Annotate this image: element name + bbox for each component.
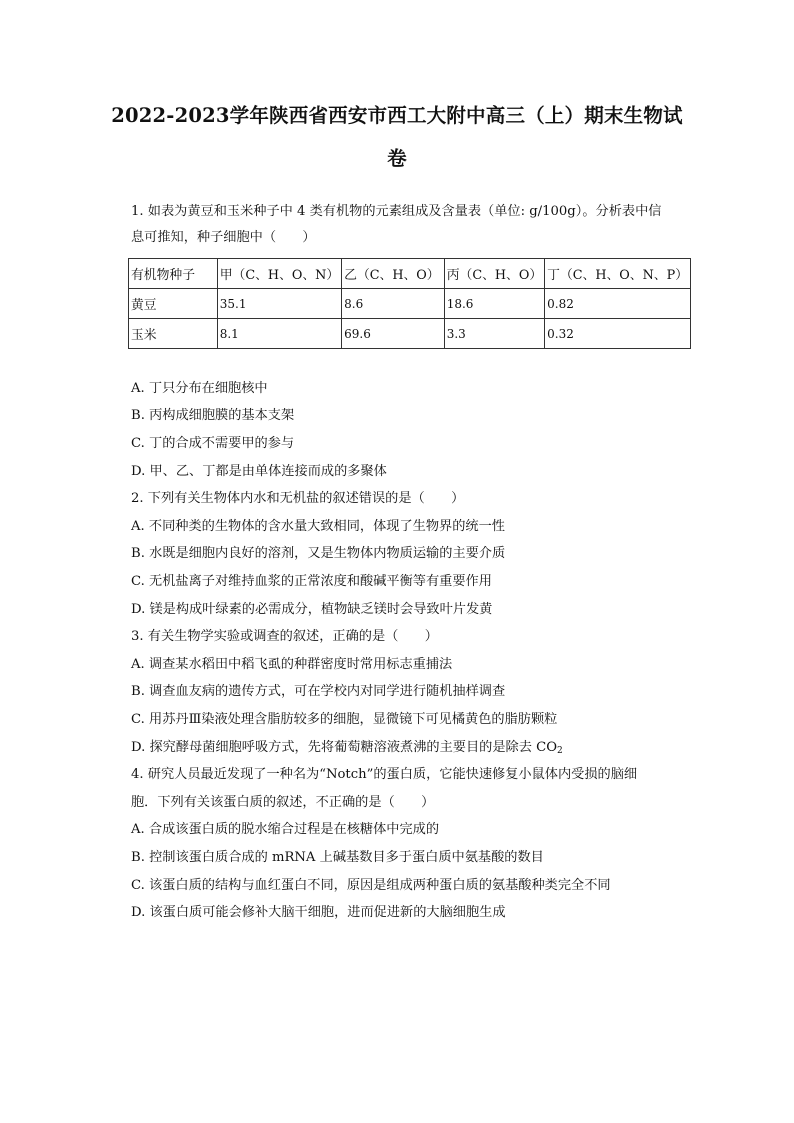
table-header-row — [129, 259, 691, 289]
table-cell: 8.6 — [342, 289, 445, 319]
table-header-cell: 有机物种子 — [129, 259, 218, 289]
q3-option-b: B. 调查血友病的遗传方式，可在学校内对同学进行随机抽样调查 — [131, 684, 506, 699]
q4-option-a: A. 合成该蛋白质的脱水缩合过程是在核糖体中完成的 — [131, 822, 440, 837]
q3-option-c: C. 用苏丹Ⅲ染液处理含脂肪较多的细胞，显微镜下可见橘黄色的脂肪颗粒 — [131, 712, 558, 727]
table-row — [129, 289, 691, 319]
q1-option-d: D. 甲、乙、丁都是由单体连接而成的多聚体 — [131, 464, 387, 479]
table-row — [129, 319, 691, 349]
q4-stem-line-2: 胞．下列有关该蛋白质的叙述，不正确的是（ ） — [131, 795, 435, 810]
q2-option-c: C. 无机盐离子对维持血浆的正常浓度和酸碱平衡等有重要作用 — [131, 574, 492, 589]
q2-stem: 2. 下列有关生物体内水和无机盐的叙述错误的是（ ） — [131, 491, 465, 506]
q4-option-d: D. 该蛋白质可能会修补大脑干细胞，进而促进新的大脑细胞生成 — [131, 905, 506, 920]
table-header-cell: 甲（C、H、O、N） — [217, 259, 341, 289]
q1-option-c: C. 丁的合成不需要甲的参与 — [131, 436, 295, 451]
table-cell: 黄豆 — [129, 289, 218, 319]
q4-option-c: C. 该蛋白质的结构与血红蛋白不同，原因是组成两种蛋白质的氨基酸种类完全不同 — [131, 878, 611, 893]
q1-option-b: B. 丙构成细胞膜的基本支架 — [131, 408, 295, 423]
table-cell: 0.32 — [545, 319, 691, 349]
table-cell: 35.1 — [217, 289, 341, 319]
page-title-line-2: 卷 — [387, 147, 407, 170]
table-cell: 0.82 — [545, 289, 691, 319]
q1-stem-line-1: 1. 如表为黄豆和玉米种子中 4 类有机物的元素组成及含量表（单位: g/100g）。分析表中信 — [131, 204, 662, 219]
table-cell: 69.6 — [342, 319, 445, 349]
table-header-cell: 乙（C、H、O） — [342, 259, 445, 289]
table-cell: 玉米 — [129, 319, 218, 349]
table-header-cell: 丁（C、H、O、N、P） — [545, 259, 691, 289]
page-title-line-1: 2022-2023学年陕西省西安市西工大附中高三（上）期末生物试 — [111, 104, 683, 127]
q1-stem-line-2: 息可推知，种子细胞中（ ） — [131, 230, 316, 245]
q2-option-b: B. 水既是细胞内良好的溶剂，又是生物体内物质运输的主要介质 — [131, 546, 506, 561]
q3-option-a: A. 调查某水稻田中稻飞虱的种群密度时常用标志重捕法 — [131, 657, 453, 672]
table-cell: 8.1 — [217, 319, 341, 349]
q3-option-d — [131, 739, 563, 757]
q4-stem-line-1: 4. 研究人员最近发现了一种名为“Notch”的蛋白质，它能快速修复小鼠体内受损的脑细 — [131, 767, 638, 782]
q1-option-a: A. 丁只分布在细胞核中 — [131, 381, 268, 396]
q4-option-b: B. 控制该蛋白质合成的 mRNA 上碱基数目多于蛋白质中氨基酸的数目 — [131, 850, 544, 865]
table-cell: 18.6 — [444, 289, 544, 319]
q3-option-d-text: D. 探究酵母菌细胞呼吸方式，先将葡萄糖溶液煮沸的主要目的是除去 CO — [131, 740, 558, 755]
q1-data-table — [128, 258, 691, 349]
q2-option-a: A. 不同种类的生物体的含水量大致相同，体现了生物界的统一性 — [131, 519, 505, 534]
q2-option-d: D. 镁是构成叶绿素的必需成分，植物缺乏镁时会导致叶片发黄 — [131, 602, 493, 617]
table-header-cell: 丙（C、H、O） — [444, 259, 544, 289]
q3-option-d-subscript: 2 — [557, 746, 563, 756]
table-cell: 3.3 — [444, 319, 544, 349]
q3-stem: 3. 有关生物学实验或调查的叙述，正确的是（ ） — [131, 629, 438, 644]
